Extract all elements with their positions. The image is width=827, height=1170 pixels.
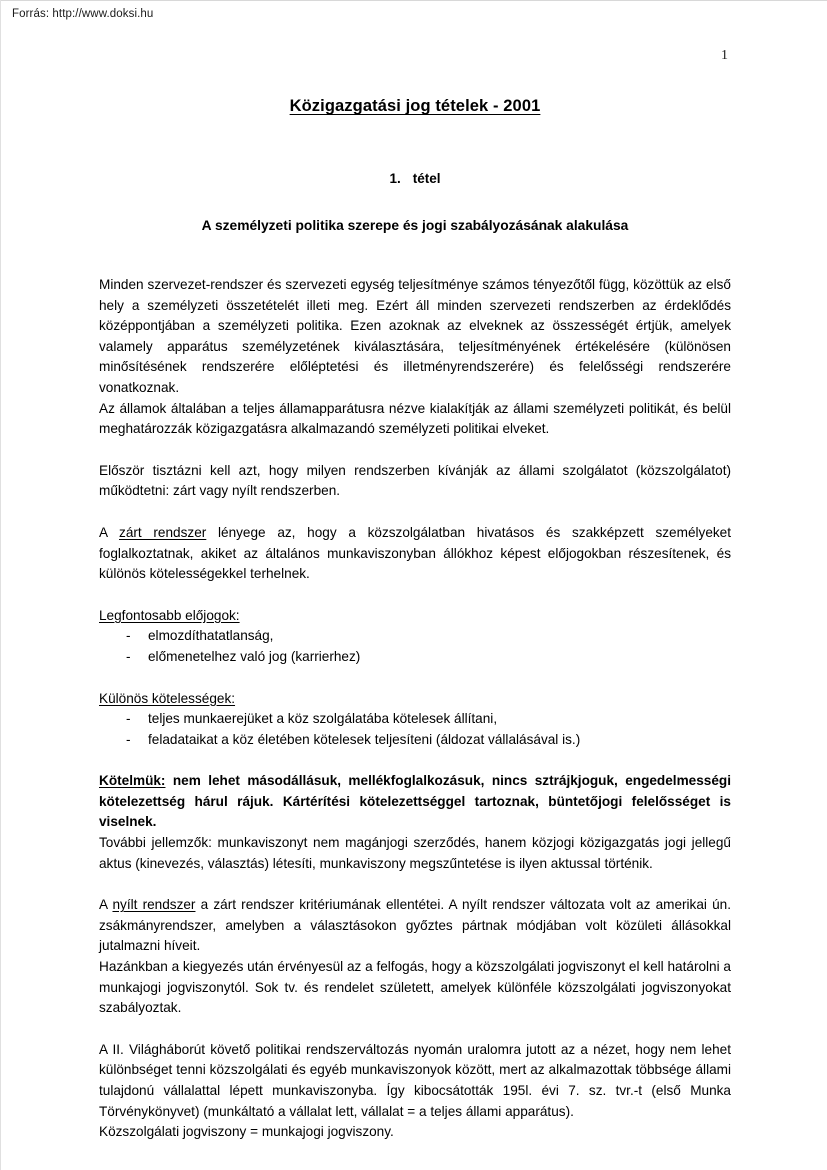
list-item-label: feladataikat a köz életében kötelesek teljesíteni (áldozat vállalásával is.) [148,731,581,747]
paragraph-1: Minden szervezet-rendszer és szervezeti egység teljesítménye számos tényezőtől függ, közöttük az első hely a személyzeti összetételét illeti meg. Ezért áll minden szervezeti rendszerben az érdeklődés középpontjában a személyzeti politika. Ezen azoknak az elveknek az összességét értjük, amelyek valamely apparátus személyzetének kiválasztására, teljesítményének értékelésére (különösen minősítésének rendszerére előléptetési és illetményrendszerére) és felelősségi rendszerére vonatkoznak. [99,277,731,395]
paragraph-4-lead: A [99,524,120,540]
list-item [99,647,731,668]
spacer [99,1019,731,1040]
paragraph-2: Az államok általában a teljes államapparátusra nézve kialakítják az állami személyzeti politikát, és belül meghatározzák közigazgatásra alkalmazandó személyzeti politikai elveket. [99,400,731,437]
scan-edge-top [0,0,827,1]
spacer [99,502,731,523]
paragraph-4-rest: lényege az, hogy a közszolgálatban hivatásos és szakképzett személyeket foglalkoztatnak, akiket az általános munkaviszonyban állókhoz képest előjogokban részesítenek, és különös kötelességekkel terhelnek. [99,524,732,582]
document-content [99,95,731,1143]
list-item-label: teljes munkaerejüket a köz szolgálatába kötelesek állítani, [148,711,498,727]
list-1-heading-text: Legfontosabb előjogok: [99,607,240,623]
paragraph-8: Hazánkban a kiegyezés után érvényesül az a felfogás, hogy a közszolgálati jogviszonyt el kell határolni a munkajogi jogviszonytól. Sok tv. és rendelet született, amelyek különféle közszolgálati jogviszonyokat szabályoztak. [99,959,731,1016]
list-item [99,626,731,647]
list-1-heading [99,606,731,627]
page-number: 1 [721,48,728,63]
list-item-label: elmozdíthatatlanság, [148,628,274,644]
item-number: 1. [389,171,401,186]
term-nyilt-rendszer: nyílt rendszer [112,897,196,913]
dash-bullet-icon: - [126,648,131,664]
term-zart-rendszer: zárt rendszer [119,524,207,540]
list-item-label: előmenetelhez való jog (karrierhez) [148,648,361,664]
spacer [99,750,731,771]
page-title [99,95,731,117]
paragraph-7-lead: A [99,897,113,913]
spacer [99,585,731,606]
list-item [99,730,731,751]
dash-bullet-icon: - [126,711,131,727]
spacer [99,235,731,275]
spacer [99,440,731,461]
paragraph-3: Először tisztázni kell azt, hogy milyen rendszerben kívánják az állami szolgálatot (közszolgálatot) működtetni: zárt vagy nyílt rendszerben. [99,462,731,499]
list-item [99,709,731,730]
paragraph-7 [99,895,731,957]
paragraph-5-kotelmuk [99,771,731,833]
paragraph-5-bold-text: nem lehet másodállásuk, mellékfoglalkozásuk, nincs sztrájkjoguk, engedelmességi kötelezettség hárul rájuk. Kártérítési kötelezettséggel tartoznak, büntetőjogi felelősséget is viselnek. [99,773,731,830]
page-title-text: Közigazgatási jog tételek - 2001 [289,97,541,115]
paragraph-7-rest: a zárt rendszer kritériumának ellentétei. A nyílt rendszer változata volt az amerikai ún. zsákmányrendszer, amelyben a választásokon győztes pártnak módjában volt közületi állásokkal jutalmazni híveit. [99,897,731,954]
source-url-header: Forrás: http://www.doksi.hu [12,8,154,20]
paragraph-10: Közszolgálati jogviszony = munkajogi jogviszony. [99,1124,394,1140]
spacer [99,874,731,895]
subtitle: A személyzeti politika szerepe és jogi szabályozásának alakulása [201,218,629,233]
paragraph-6: További jellemzők: munkaviszonyt nem magánjogi szerződés, hanem közjogi közigazgatás jogi jellegű aktus (kinevezés, választás) létesíti, munkaviszony megszűntetése is ilyen aktussal történik. [99,835,731,871]
list-2-heading-text: Különös kötelességek: [99,690,236,706]
list-2 [99,709,731,750]
spacer [99,668,731,689]
item-label: tétel [412,171,441,186]
item-heading [99,170,731,188]
dash-bullet-icon: - [126,731,131,747]
term-kotelmuk: Kötelmük: [99,773,166,789]
paragraph-9: A II. Világháborút követő politikai rendszerváltozás nyomán uralomra jutott az a nézet, hogy nem lehet különbséget tenni közszolgálati és egyéb munkaviszonyok között, mert az alkalmazottak többsége állami tulajdonú vállalattal lépett munkaviszonyba. Így kibocsátották 195l. évi 7. sz. tvr.-t (első Munka Törvénykönyvet) (munkáltató a vállalat lett, vállalat = a teljes állami apparátus). [99,1041,731,1119]
paragraph-4 [99,523,731,585]
list-2-heading [99,689,731,710]
dash-bullet-icon: - [126,628,131,644]
list-1 [99,626,731,667]
scan-edge-left [0,0,1,1170]
